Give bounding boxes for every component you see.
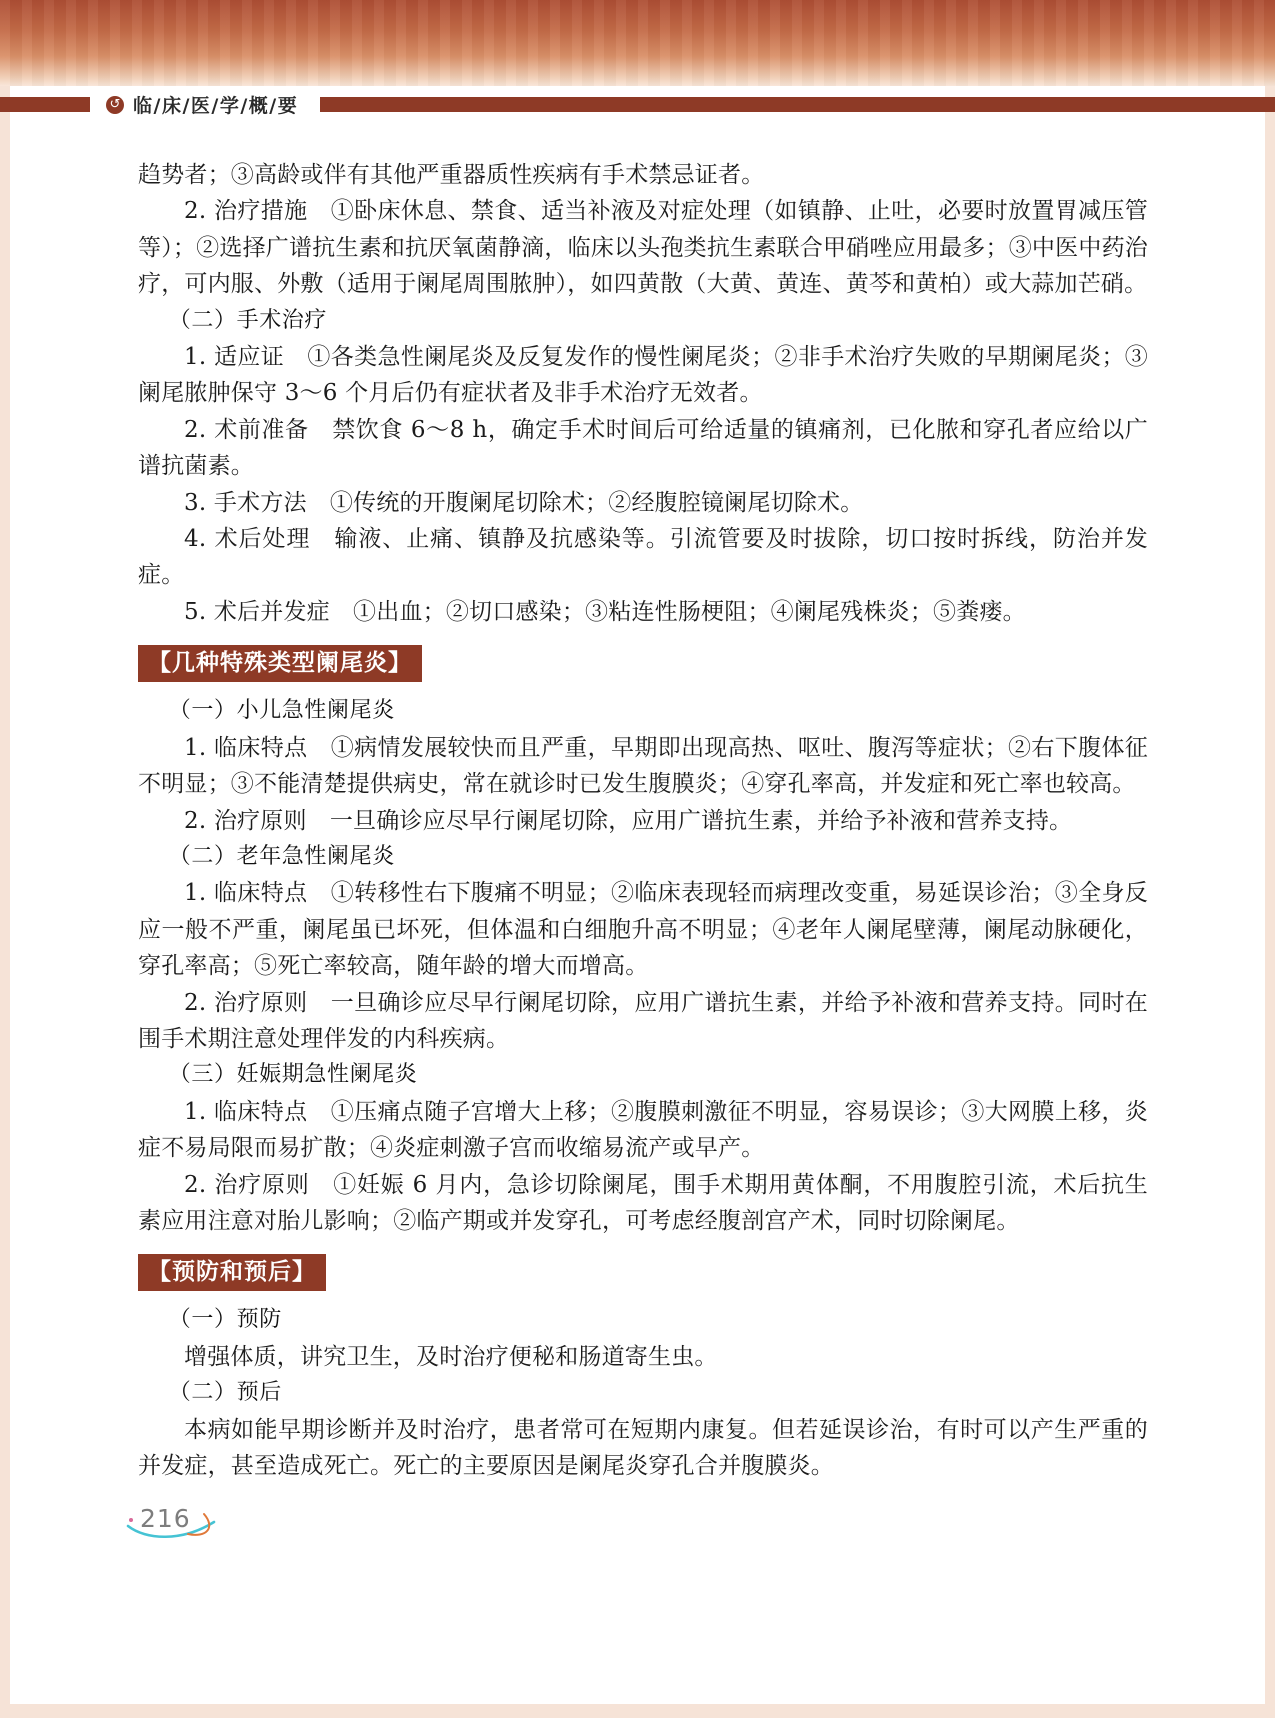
top-banner bbox=[0, 0, 1275, 86]
section-header bbox=[138, 645, 1148, 682]
paragraph: 1. 适应证 ①各类急性阑尾炎及反复发作的慢性阑尾炎；②非手术治疗失败的早期阑尾炎；③阑尾脓肿保守 3～6 个月后仍有症状者及非手术治疗无效者。 bbox=[138, 344, 1148, 407]
paragraph: 4. 术后处理 输液、止痛、镇静及抗感染等。引流管要及时拔除，切口按时拆线，防治并发症。 bbox=[138, 526, 1148, 589]
paragraph: 1. 临床特点 ①压痛点随子宫增大上移；②腹膜刺激征不明显，容易误诊；③大网膜上移，炎症不易局限而易扩散；④炎症刺激子宫而收缩易流产或早产。 bbox=[138, 1098, 1148, 1162]
subsection-heading: （一）小儿急性阑尾炎 bbox=[168, 698, 395, 724]
subsection-heading: （二）手术治疗 bbox=[168, 307, 327, 333]
section-header bbox=[138, 1254, 1148, 1291]
paragraph: 2. 术前准备 禁饮食 6～8 h，确定手术时间后可给适量的镇痛剂，已化脓和穿孔者应给以广谱抗菌素。 bbox=[138, 416, 1148, 480]
section-header-box: 【预防和预后】 bbox=[138, 1254, 326, 1291]
paragraph: 2. 治疗原则 一旦确诊应尽早行阑尾切除，应用广谱抗生素，并给予补液和营养支持。 bbox=[184, 807, 1073, 834]
running-head bbox=[90, 88, 320, 121]
page-number bbox=[124, 1498, 220, 1546]
paragraph: 2. 治疗原则 一旦确诊应尽早行阑尾切除，应用广谱抗生素，并给予补液和营养支持。同时在围手术期注意处理伴发的内科疾病。 bbox=[138, 989, 1148, 1052]
section-header-box: 【几种特殊类型阑尾炎】 bbox=[138, 645, 422, 682]
paragraph: 2. 治疗原则 ①妊娠 6 月内，急诊切除阑尾，围手术期用黄体酮，不用腹腔引流，术后抗生素应用注意对胎儿影响；②临产期或并发穿孔，可考虑经腹剖宫产术，同时切除阑尾。 bbox=[138, 1171, 1148, 1234]
paragraph: 5. 术后并发症 ①出血；②切口感染；③粘连性肠梗阻；④阑尾残株炎；⑤粪瘘。 bbox=[184, 598, 1026, 625]
subsection-heading: （三）妊娠期急性阑尾炎 bbox=[168, 1062, 418, 1088]
chapter-bullet-icon: ↺ bbox=[106, 96, 124, 114]
paragraph: 2. 治疗措施 ①卧床休息、禁食、适当补液及对症处理（如镇静、止吐，必要时放置胃减压管等）；②选择广谱抗生素和抗厌氧菌静滴，临床以头孢类抗生素联合甲硝唑应用最多；③中医中药治疗，可内服、外敷（适用于阑尾周围脓肿），如四黄散（大黄、黄连、黄芩和黄柏）或大蒜加芒硝。 bbox=[138, 198, 1148, 298]
paragraph: 本病如能早期诊断并及时治疗，患者常可在短期内康复。但若延误诊治，有时可以产生严重的并发症，甚至造成死亡。死亡的主要原因是阑尾炎穿孔合并腹膜炎。 bbox=[138, 1416, 1148, 1479]
paragraph: 3. 手术方法 ①传统的开腹阑尾切除术；②经腹腔镜阑尾切除术。 bbox=[184, 489, 864, 516]
paragraph: 1. 临床特点 ①转移性右下腹痛不明显；②临床表现轻而病理改变重，易延误诊治；③全身反应一般不严重，阑尾虽已坏死，但体温和白细胞升高不明显；④老年人阑尾壁薄，阑尾动脉硬化，穿孔率高；⑤死亡率较高，随年龄的增大而增高。 bbox=[138, 880, 1148, 980]
book-title: 临/床/医/学/概/要 bbox=[133, 95, 299, 117]
paragraph: 增强体质，讲究卫生，及时治疗便秘和肠道寄生虫。 bbox=[184, 1343, 718, 1370]
subsection-heading: （二）预后 bbox=[168, 1380, 282, 1406]
content bbox=[138, 157, 1148, 1484]
subsection-heading: （一）预防 bbox=[168, 1307, 282, 1333]
paragraph: 1. 临床特点 ①病情发展较快而且严重，早期即出现高热、呕吐、腹泻等症状；②右下腹体征不明显；③不能清楚提供病史，常在就诊时已发生腹膜炎；④穿孔率高，并发症和死亡率也较高。 bbox=[138, 734, 1148, 798]
paragraph: 趋势者；③高龄或伴有其他严重器质性疾病有手术禁忌证者。 bbox=[138, 162, 765, 188]
subsection-heading: （二）老年急性阑尾炎 bbox=[168, 843, 395, 869]
page-number-text: 216 bbox=[140, 1504, 191, 1533]
